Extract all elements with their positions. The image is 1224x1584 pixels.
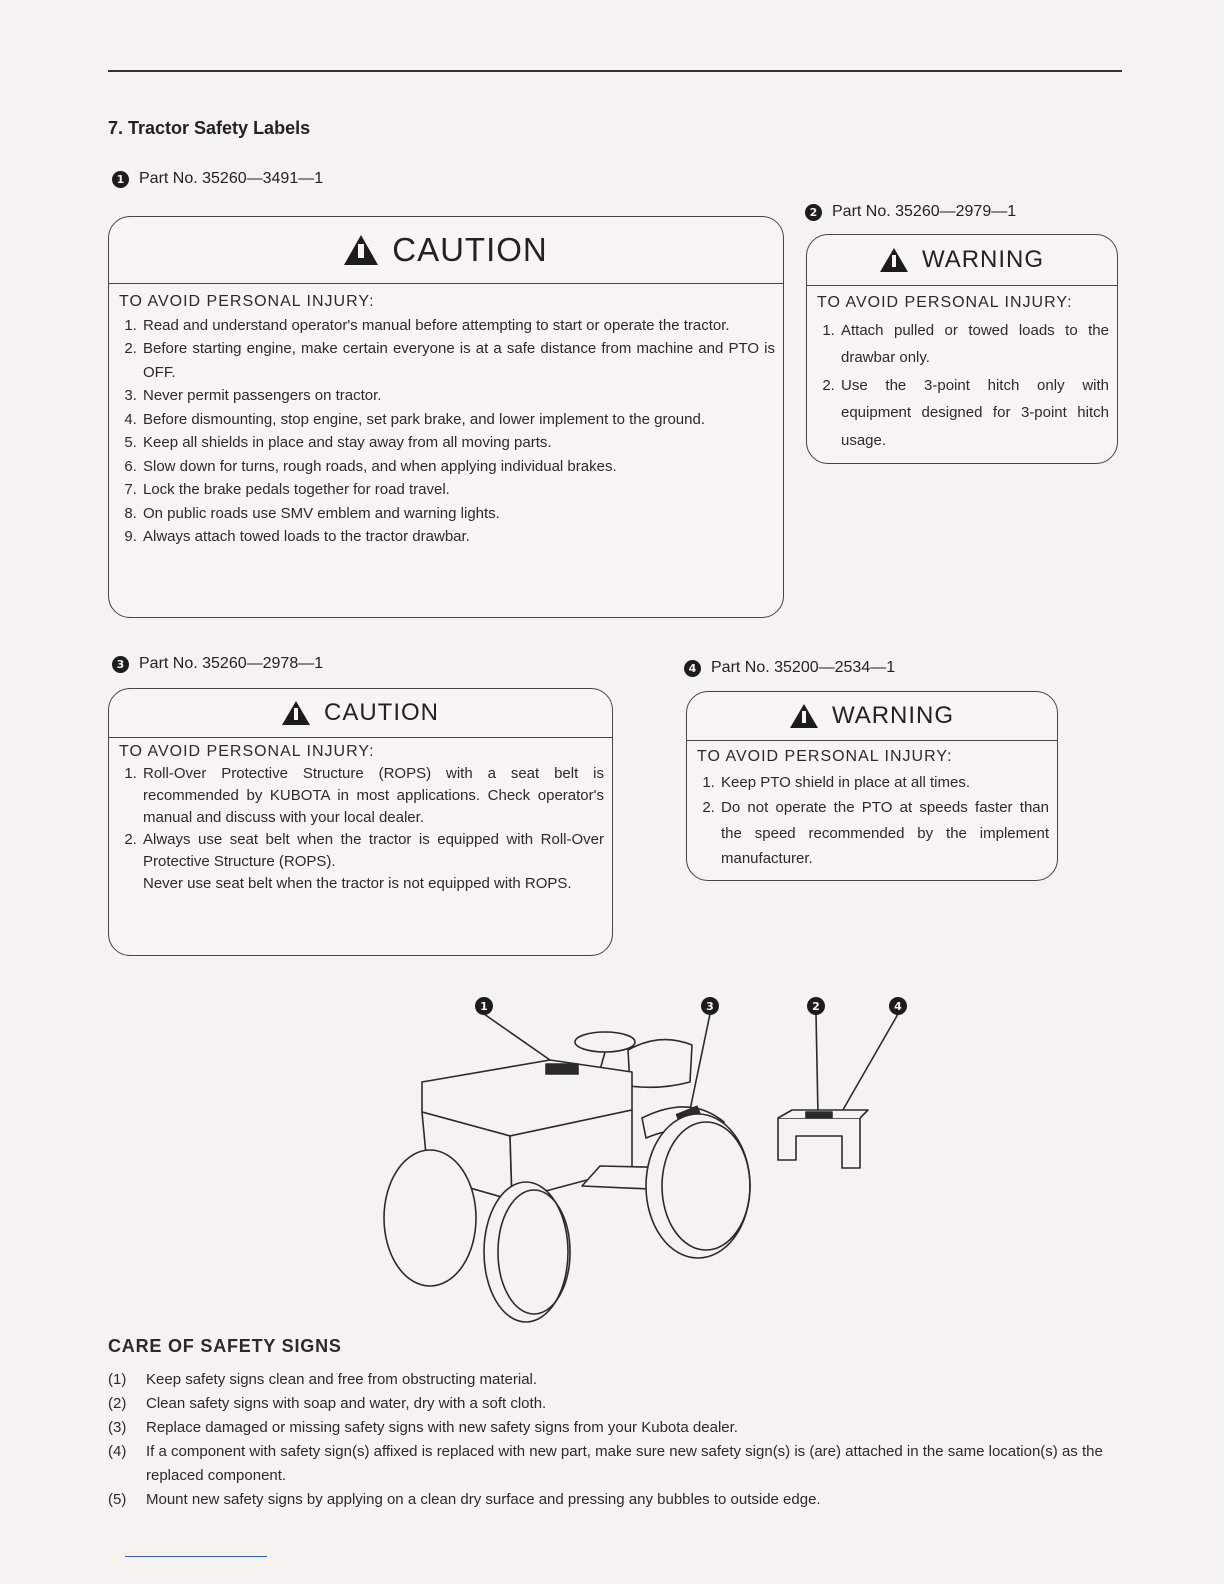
callout-1-label: 1 (480, 1000, 488, 1013)
care-text: Mount new safety signs by applying on a clean dry surface and pressing any bubbles to outside edge. (146, 1491, 821, 1508)
label-2-body (807, 286, 1117, 458)
label-1-header (109, 217, 783, 284)
label-2-4-location (806, 1112, 832, 1118)
list-item: 2. Do not operate the PTO at speeds faster than the speed recommended by the implement manufacturer. (719, 795, 1049, 872)
list-item: 1. Read and understand operator's manual before attempting to start or operate the tractor. (141, 314, 775, 338)
label-3-caution (108, 688, 613, 956)
section-title: 7. Tractor Safety Labels (108, 118, 311, 138)
callout-leader-2 (816, 1014, 818, 1115)
label-1-heading: CAUTION (392, 231, 548, 268)
list-item: 6. Slow down for turns, rough roads, and when applying individual brakes. (141, 455, 775, 479)
list-item: 4. Before dismounting, stop engine, set park brake, and lower implement to the ground. (141, 408, 775, 432)
label-4-intro: TO AVOID PERSONAL INJURY: (697, 748, 953, 765)
callout-4-label: 4 (894, 1000, 902, 1013)
care-marker: (4) (108, 1443, 127, 1460)
hitch-bracket (778, 1118, 860, 1168)
warning-triangle-icon (790, 704, 818, 728)
label-3-part-number: Part No. 35260—2978—1 (139, 655, 324, 672)
label-4-header (687, 692, 1057, 741)
list-item: 9. Always attach towed loads to the tractor drawbar. (141, 525, 775, 549)
label-1-intro: TO AVOID PERSONAL INJURY: (119, 293, 375, 310)
callout-leader-4 (840, 1014, 898, 1115)
tractor-diagram (360, 990, 920, 1330)
list-item (108, 1392, 1133, 1416)
footer-rule (125, 1556, 267, 1557)
list-item: 3. Never permit passengers on tractor. (141, 384, 775, 408)
label-2-warning (806, 234, 1118, 464)
label-4-part-number: Part No. 35200—2534—1 (711, 659, 896, 676)
label-1-part (112, 170, 323, 188)
steering-wheel (575, 1032, 635, 1052)
list-item: 8. On public roads use SMV emblem and warning lights. (141, 502, 775, 526)
care-marker: (1) (108, 1371, 127, 1388)
label-3-heading: CAUTION (324, 699, 439, 726)
callout-3-label: 3 (706, 1000, 714, 1013)
list-item: 1. Roll-Over Protective Structure (ROPS) with a seat belt is recommended by KUBOTA in most applications. Check operator's manual and discuss with your local dealer. (141, 763, 604, 829)
list-item (108, 1368, 1133, 1392)
care-marker: (3) (108, 1419, 127, 1436)
warning-triangle-icon (282, 701, 310, 725)
list-item: 2. Always use seat belt when the tractor is equipped with Roll-Over Protective Structure (ROPS). (141, 829, 604, 873)
list-item: 1. Attach pulled or towed loads to the drawbar only. (839, 317, 1109, 372)
warning-triangle-icon (344, 235, 378, 265)
care-text: Clean safety signs with soap and water, dry with a soft cloth. (146, 1395, 547, 1412)
label-4-body (687, 741, 1057, 876)
label-2-part-number: Part No. 35260—2979—1 (832, 203, 1017, 220)
label-2-intro: TO AVOID PERSONAL INJURY: (817, 294, 1073, 311)
label-3-header (109, 689, 612, 738)
label-3-part (112, 655, 323, 673)
care-text: If a component with safety sign(s) affixed is replaced with new part, make sure new safety sign(s) is (are) attached in the same location(s) as the replaced component. (146, 1443, 1103, 1484)
callout-leader-1 (484, 1014, 550, 1060)
care-marker: (5) (108, 1491, 127, 1508)
care-text: Replace damaged or missing safety signs with new safety signs from your Kubota dealer. (146, 1419, 738, 1436)
list-item (108, 1440, 1133, 1488)
seat (628, 1040, 692, 1088)
label-2-part (805, 203, 1016, 221)
callout-leader-3 (690, 1014, 710, 1110)
label-4-heading: WARNING (831, 702, 955, 729)
label-1-caution (108, 216, 784, 618)
care-list (108, 1368, 1133, 1512)
label-4-part (684, 659, 895, 677)
label-2-heading: WARNING (921, 246, 1045, 273)
front-left-wheel (384, 1150, 476, 1286)
list-item (108, 1416, 1133, 1440)
list-item: 1. Keep PTO shield in place at all times. (719, 770, 1049, 796)
care-marker: (2) (108, 1395, 127, 1412)
label-3-note: Never use seat belt when the tractor is not equipped with ROPS. (143, 875, 572, 892)
top-rule (108, 70, 1122, 72)
label-1-location (546, 1064, 578, 1074)
list-item: 2. Use the 3-point hitch only with equipment designed for 3-point hitch usage. (839, 372, 1109, 455)
label-4-number: 4 (684, 660, 701, 677)
label-3-body (109, 738, 612, 899)
label-2-number: 2 (805, 204, 822, 221)
label-4-warning (686, 691, 1058, 881)
label-3-number: 3 (112, 656, 129, 673)
label-1-part-number: Part No. 35260—3491—1 (139, 170, 324, 187)
label-1-number: 1 (112, 171, 129, 188)
care-text: Keep safety signs clean and free from obstructing material. (146, 1371, 538, 1388)
label-1-body (109, 284, 783, 553)
list-item: 7. Lock the brake pedals together for road travel. (141, 478, 775, 502)
label-3-intro: TO AVOID PERSONAL INJURY: (119, 743, 375, 760)
warning-triangle-icon (880, 248, 908, 272)
label-2-header (807, 235, 1117, 286)
list-item (108, 1488, 1133, 1512)
list-item: 2. Before starting engine, make certain everyone is at a safe distance from machine and PTO is OFF. (141, 337, 775, 384)
callout-2-label: 2 (812, 1000, 820, 1013)
care-title: CARE OF SAFETY SIGNS (108, 1336, 342, 1356)
list-item: 5. Keep all shields in place and stay away from all moving parts. (141, 431, 775, 455)
